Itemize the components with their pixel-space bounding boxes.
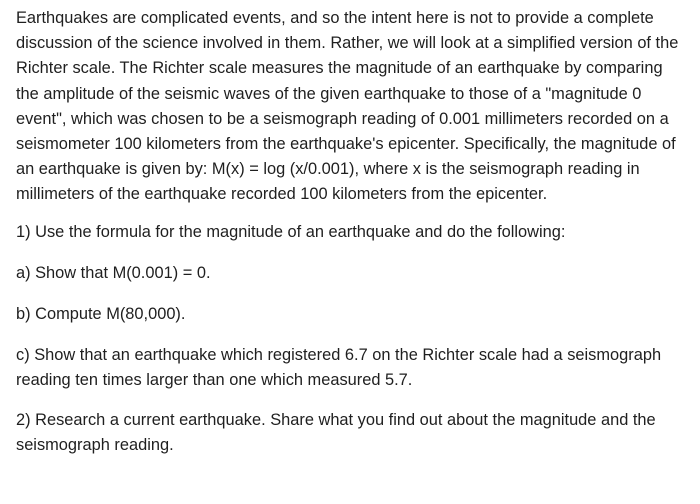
intro-paragraph: Earthquakes are complicated events, and so the intent here is not to provide a complete discussion of the science involved in them. Rather, we will look at a simplified version of the Richter scale. The Richter scale measures the magnitude of an earthquake by comparing the amplitude of the seismic waves of the given earthquake to those of a "magnitude 0 event", which was chosen to be a seismograph reading of 0.001 millimeters recorded on a seismometer 100 kilometers from the earthquake's epicenter. Specifically, the magnitude of an earthquake is given by: M(x) = log (x/0.001), where x is the seismograph reading in millimeters of the earthquake recorded 100 kilometers from the epicenter.: [16, 9, 679, 204]
question-1: 1) Use the formula for the magnitude of an earthquake and do the following:: [16, 222, 566, 241]
question-1-part-c: c) Show that an earthquake which registered 6.7 on the Richter scale had a seismograph reading ten times larger than one which measured 5.7.: [16, 346, 662, 390]
question-1-part-a: a) Show that M(0.001) = 0.: [16, 263, 211, 282]
question-2: 2) Research a current earthquake. Share what you find out about the magnitude and the seismograph reading.: [16, 410, 656, 454]
question-1-part-b: b) Compute M(80,000).: [16, 305, 186, 324]
